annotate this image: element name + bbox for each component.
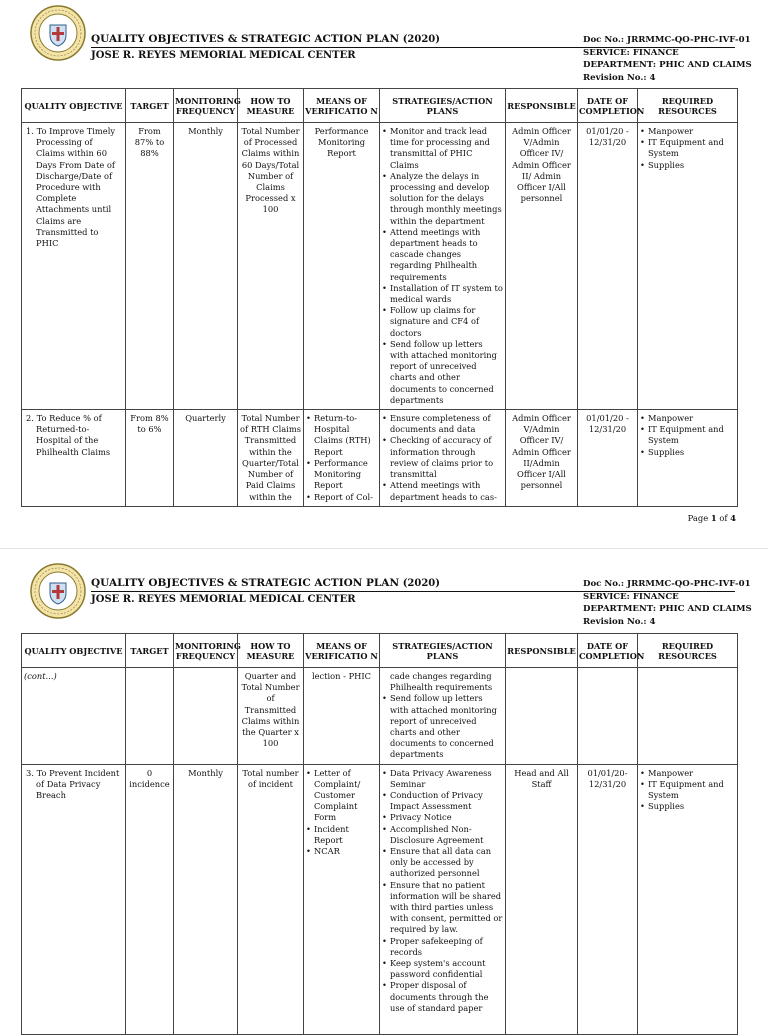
objective-text: 1. To Improve Timely Processing of Claims within 60 Days From Date of Discharge/Date of Procedure with Complete Attachments until Claims are Transmitted to PHIC (26, 126, 116, 249)
col-measure: HOW TO MEASURE (238, 89, 304, 123)
verification-cell (304, 410, 380, 507)
header-meta (583, 578, 752, 628)
frequency-cell (174, 668, 238, 765)
col-responsible: RESPONSIBLE (506, 89, 578, 123)
col-completion: DATE OF COMPLETION (578, 89, 638, 123)
objective-cell (22, 764, 126, 1034)
verification-cell: Performance Monitoring Report (304, 123, 380, 410)
col-completion: DATE OF COMPLETION (578, 634, 638, 668)
list-item: • Follow up claims for signature and CF4 of doctors (382, 305, 503, 339)
measure-cell: Total Number of RTH Claims Transmitted within the Quarter/Total Number of Paid Claims within the (238, 410, 304, 507)
frequency-cell: Monthly (174, 123, 238, 410)
strategies-list (382, 126, 503, 406)
title-text: QUALITY OBJECTIVES & STRATEGIC ACTION PLAN (91, 577, 400, 589)
title-text: QUALITY OBJECTIVES & STRATEGIC ACTION PLAN (91, 33, 400, 45)
list-item: • Privacy Notice (382, 812, 503, 823)
list-item: • Supplies (640, 447, 735, 458)
objective-cell (22, 410, 126, 507)
document-title (91, 577, 440, 589)
strategies-list (382, 693, 503, 760)
strategies-continued-text: cade changes regarding Philhealth requirements (390, 671, 493, 693)
col-measure: HOW TO MEASURE (238, 634, 304, 668)
list-item: • Manpower (640, 413, 735, 424)
col-strategies: STRATEGIES/ACTION PLANS (380, 89, 506, 123)
revision-label: Revision No.: 4 (583, 72, 656, 83)
strategies-list (382, 768, 503, 1014)
resources-list (640, 768, 735, 813)
list-item: • Installation of IT system to medical wards (382, 283, 503, 305)
table-row (22, 764, 738, 1034)
resources-cell (638, 410, 738, 507)
list-item: • Supplies (640, 160, 735, 171)
service-label: SERVICE: FINANCE (583, 47, 679, 58)
document-title (91, 33, 440, 45)
list-item: • Analyze the delays in processing and develop solution for the delays through monthly meetings within the department (382, 171, 503, 227)
list-item: • Data Privacy Awareness Seminar (382, 768, 503, 790)
quality-objectives-table (21, 88, 738, 507)
objective-cell (22, 123, 126, 410)
verification-list (306, 768, 377, 858)
list-item: • Monitor and track lead time for processing and transmittal of PHIC Claims (382, 126, 503, 171)
col-resources: REQUIRED RESOURCES (638, 89, 738, 123)
service-label: SERVICE: FINANCE (583, 591, 679, 602)
strategies-cell (380, 410, 506, 507)
col-objective: QUALITY OBJECTIVE (22, 634, 126, 668)
list-item: • Manpower (640, 126, 735, 137)
list-item: • Letter of Complaint/ Customer Complaint Form (306, 768, 377, 824)
department-label: DEPARTMENT: PHIC AND CLAIMS (583, 604, 752, 614)
target-cell: 0 incidence (126, 764, 174, 1034)
target-cell: From 8% to 6% (126, 410, 174, 507)
doc-number: Doc No.: JRRMMC-QO-PHC-IVF-01 (583, 35, 751, 45)
hospital-name: JOSE R. REYES MEMORIAL MEDICAL CENTER (91, 50, 356, 61)
col-responsible: RESPONSIBLE (506, 634, 578, 668)
table-header-row (22, 89, 738, 123)
measure-cell: Total number of incident (238, 764, 304, 1034)
list-item: • Report of Col- (306, 492, 377, 503)
resources-cell (638, 668, 738, 765)
resources-list (640, 126, 735, 171)
frequency-cell: Quarterly (174, 410, 238, 507)
strategies-cell (380, 123, 506, 410)
strategies-cell (380, 668, 506, 765)
completion-cell: 01/01/20- 12/31/20 (578, 764, 638, 1034)
table-header-row (22, 634, 738, 668)
col-verification: MEANS OF VERIFICATIO N (304, 634, 380, 668)
list-item: • Checking of accuracy of information through review of claims prior to transmittal (382, 435, 503, 480)
responsible-cell: Head and All Staff (506, 764, 578, 1034)
list-item: • Send follow up letters with attached monitoring report of unreceived charts and other documents to concerned departments (382, 339, 503, 406)
objective-text: 3. To Prevent Incident of Data Privacy Breach (26, 767, 120, 801)
col-objective: QUALITY OBJECTIVE (22, 89, 126, 123)
list-item: • Return-to-Hospital Claims (RTH) Report (306, 413, 377, 458)
measure-cell: Quarter and Total Number of Transmitted Claims within the Quarter x 100 (238, 668, 304, 765)
frequency-cell: Monthly (174, 764, 238, 1034)
list-item: • Ensure completeness of documents and data (382, 413, 503, 435)
list-item: • Proper disposal of documents through the use of standard paper (382, 980, 503, 1014)
list-item: • Proper safekeeping of records (382, 936, 503, 958)
target-cell: From 87% to 88% (126, 123, 174, 410)
col-strategies: STRATEGIES/ACTION PLANS (380, 634, 506, 668)
responsible-cell: Admin Officer V/Admin Officer IV/ Admin Officer II/Admin Officer I/All personnel (506, 410, 578, 507)
list-item: • Ensure that no patient information will be shared with third parties unless with consent, permitted or required by law. (382, 880, 503, 936)
responsible-cell: Admin Officer V/Admin Officer IV/ Admin Officer II/ Admin Officer I/All personnel (506, 123, 578, 410)
quality-objectives-table (21, 633, 738, 1035)
continued-label: (cont...) (22, 668, 126, 765)
department-label: DEPARTMENT: PHIC AND CLAIMS (583, 60, 752, 70)
doc-number: Doc No.: JRRMMC-QO-PHC-IVF-01 (583, 579, 751, 589)
objective-text: 2. To Reduce % of Returned-to-Hospital of the Philhealth Claims (26, 413, 111, 457)
list-item: • NCAR (306, 846, 377, 857)
table-row (22, 410, 738, 507)
list-item: • Performance Monitoring Report (306, 458, 377, 492)
page-total: 4 (730, 513, 736, 523)
resources-cell (638, 123, 738, 410)
verification-cell (304, 764, 380, 1034)
resources-cell (638, 764, 738, 1034)
hospital-seal-icon (30, 5, 86, 61)
col-resources: REQUIRED RESOURCES (638, 634, 738, 668)
table-row (22, 123, 738, 410)
list-item: • IT Equipment and System (640, 137, 735, 159)
col-target: TARGET (126, 89, 174, 123)
verification-list (306, 413, 377, 503)
completion-cell: 01/01/20 - 12/31/20 (578, 123, 638, 410)
title-year: (2020) (402, 34, 440, 45)
resources-list (640, 413, 735, 458)
list-item: • Incident Report (306, 824, 377, 846)
list-item: • Conduction of Privacy Impact Assessment (382, 790, 503, 812)
list-item: • Accomplished Non-Disclosure Agreement (382, 824, 503, 846)
col-verification: MEANS OF VERIFICATIO N (304, 89, 380, 123)
strategies-list (382, 413, 503, 503)
list-item: • Manpower (640, 768, 735, 779)
col-frequency: MONITORING FREQUENCY (174, 89, 238, 123)
list-item: • Supplies (640, 801, 735, 812)
completion-cell (578, 668, 638, 765)
col-frequency: MONITORING FREQUENCY (174, 634, 238, 668)
hospital-name: JOSE R. REYES MEMORIAL MEDICAL CENTER (91, 594, 356, 605)
list-item: • Keep system's account password confidential (382, 958, 503, 980)
list-item: • Attend meetings with department heads to cascade changes regarding Philhealth requirements (382, 227, 503, 283)
col-target: TARGET (126, 634, 174, 668)
list-item: • IT Equipment and System (640, 424, 735, 446)
list-item: • Attend meetings with department heads to cas- (382, 480, 503, 502)
measure-cell: Total Number of Processed Claims within 60 Days/Total Number of Claims Processed x 100 (238, 123, 304, 410)
page-footer: Page 1 of 4 (687, 513, 736, 523)
verification-cell: lection - PHIC (304, 668, 380, 765)
list-item: • IT Equipment and System (640, 779, 735, 801)
document-page-2 (0, 548, 768, 1025)
responsible-cell (506, 668, 578, 765)
list-item: • Ensure that all data can only be accessed by authorized personnel (382, 846, 503, 880)
table-row-continued (22, 668, 738, 765)
target-cell (126, 668, 174, 765)
page-number: 1 (710, 513, 717, 523)
revision-label: Revision No.: 4 (583, 616, 656, 627)
hospital-seal-icon (30, 563, 86, 619)
header-meta (583, 34, 752, 84)
list-item: • Send follow up letters with attached monitoring report of unreceived charts and other documents to concerned departments (382, 693, 503, 760)
completion-cell: 01/01/20 - 12/31/20 (578, 410, 638, 507)
strategies-cell (380, 764, 506, 1034)
title-year: (2020) (402, 578, 440, 589)
